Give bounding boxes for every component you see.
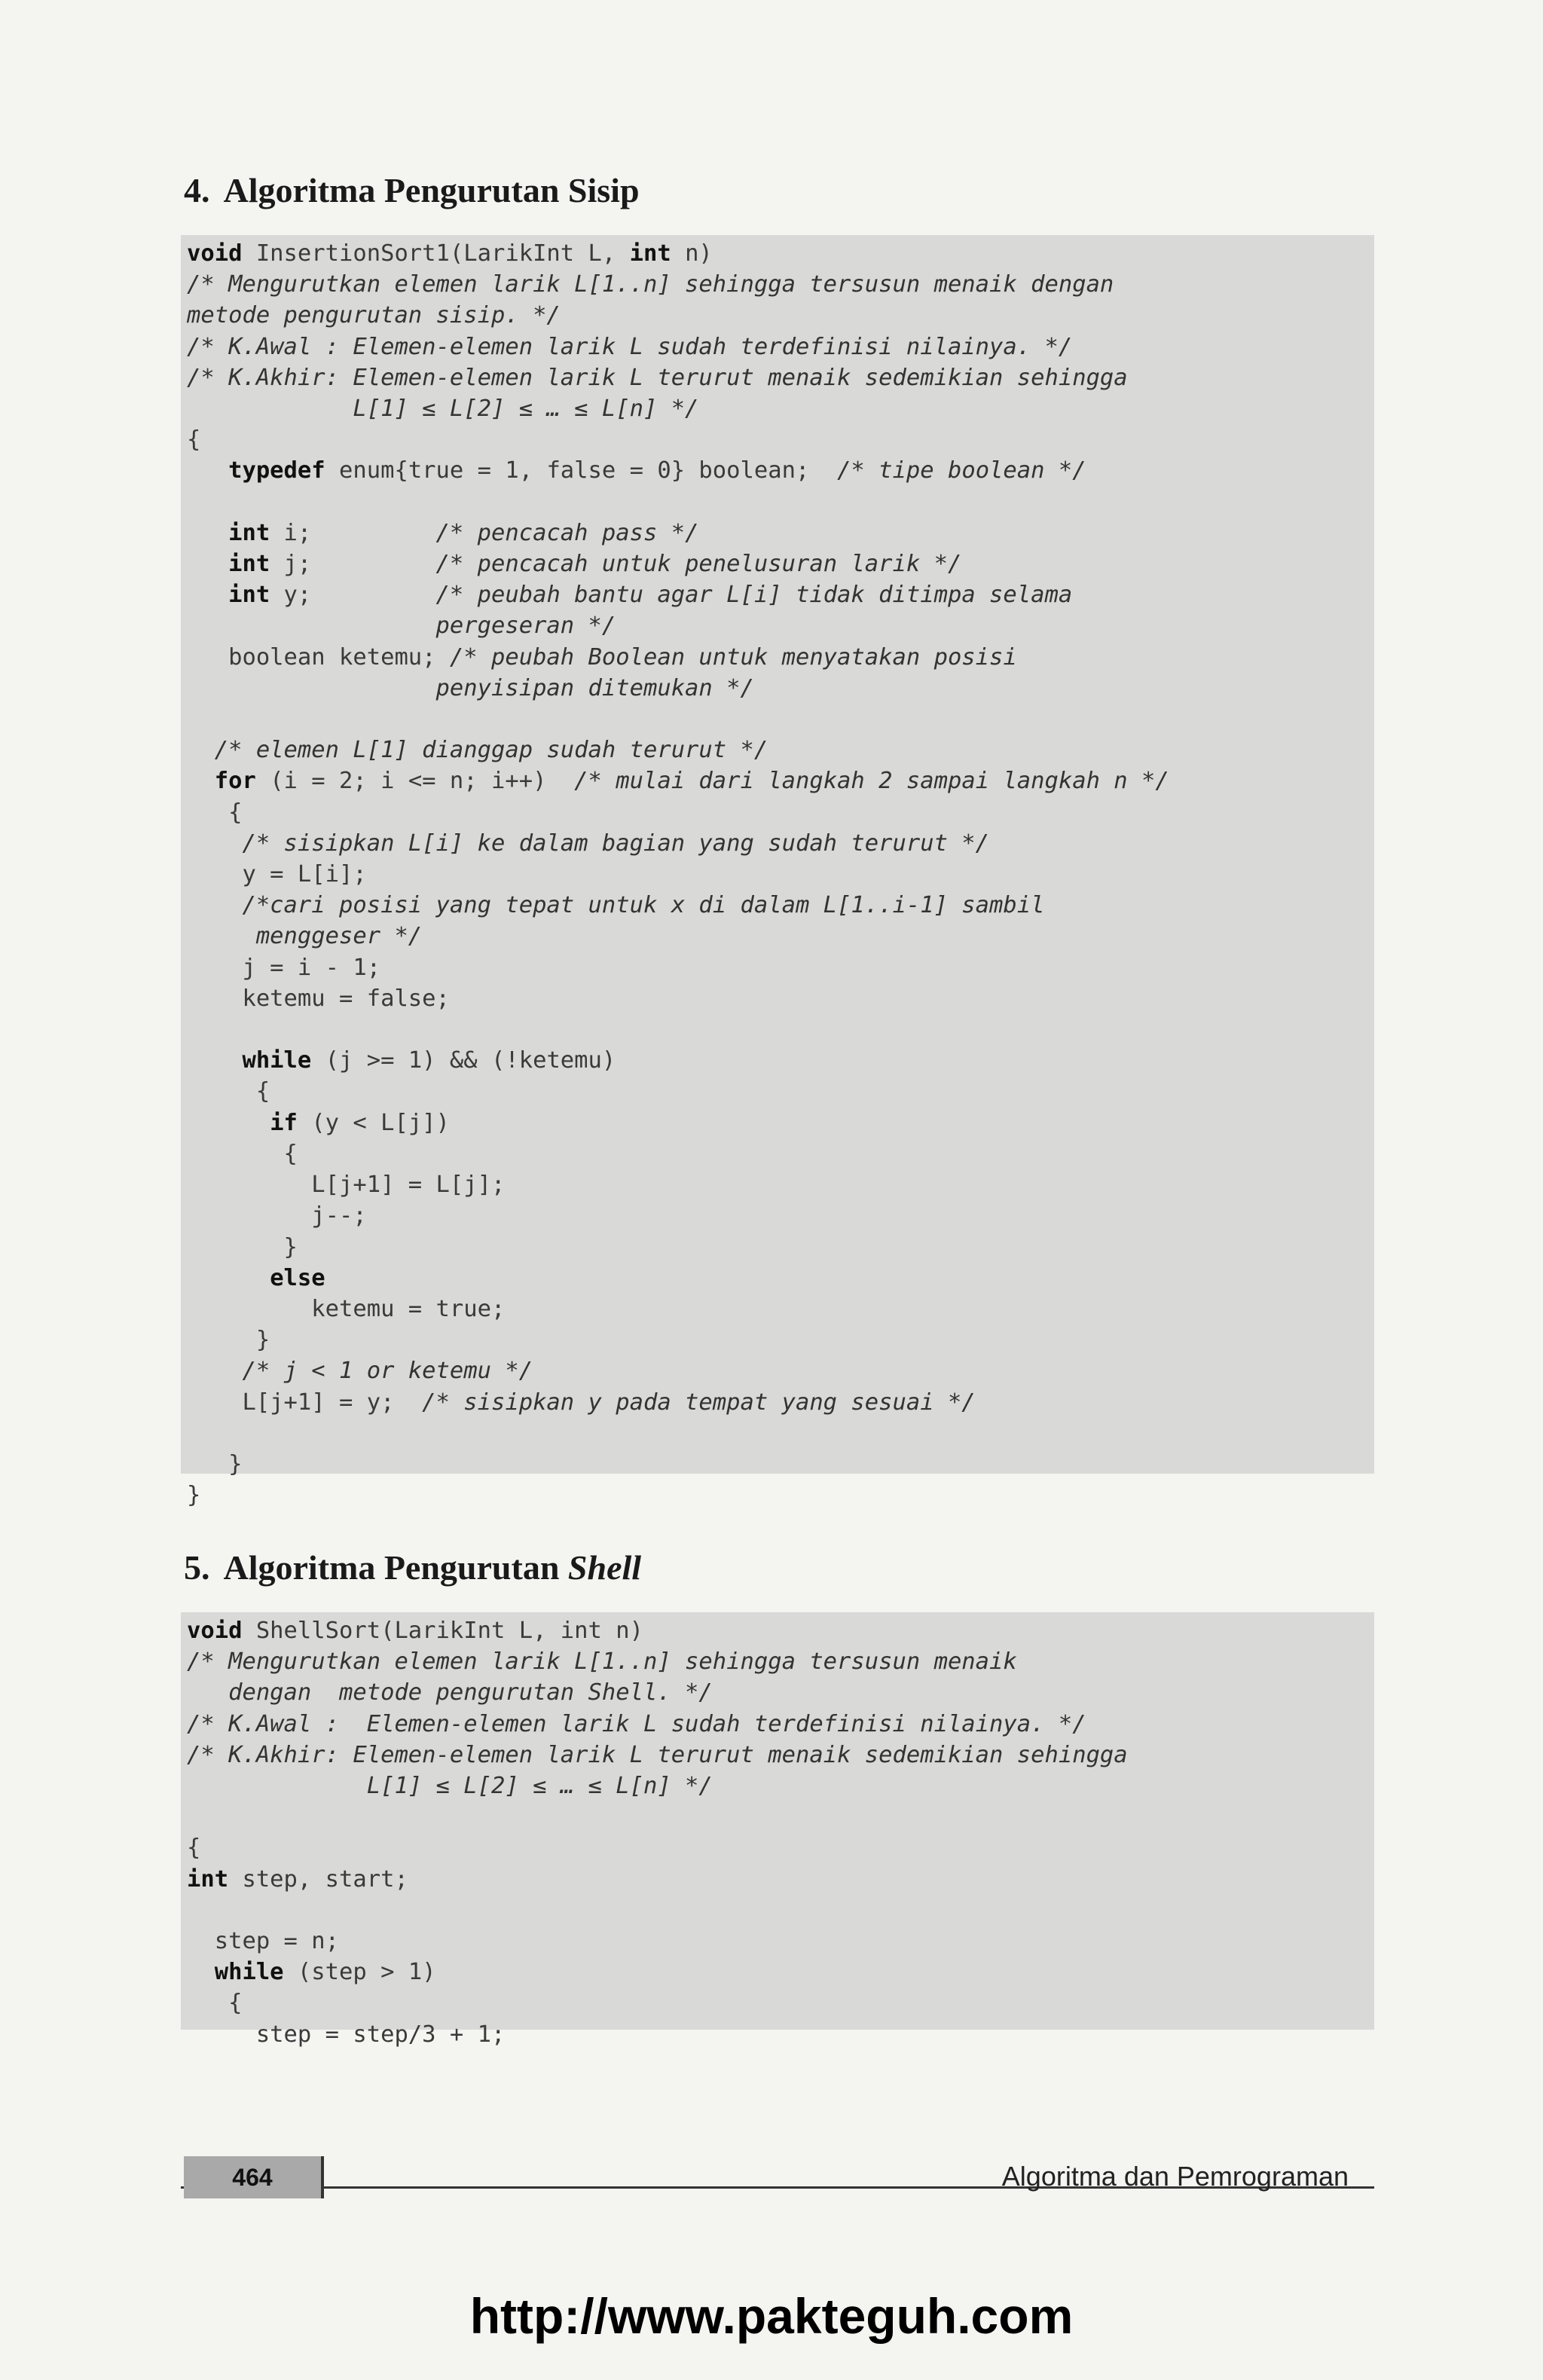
code-text [187, 737, 215, 763]
code-comment: /* Mengurutkan elemen larik L[1..n] sehingga tersusun menaik dengan [187, 271, 1114, 298]
code-keyword: int [228, 582, 270, 609]
code-text: L[j+1] = y; [187, 1389, 423, 1416]
code-text: ketemu = false; [187, 985, 450, 1012]
code-line [187, 1957, 1374, 1987]
code-line [187, 300, 1374, 331]
code-comment: dengan metode pengurutan Shell. */ [187, 1679, 713, 1706]
code-line [187, 238, 1374, 269]
code-text: (j >= 1) && (!ketemu) [311, 1047, 616, 1074]
code-text [187, 1265, 270, 1291]
code-text [187, 1047, 242, 1074]
code-line [187, 983, 1374, 1014]
code-comment: /* sisipkan L[i] ke dalam bagian yang sudah terurut */ [242, 829, 990, 857]
code-line [187, 921, 1374, 952]
code-keyword: while [214, 1959, 284, 1986]
code-line [187, 1076, 1374, 1107]
code-line [187, 269, 1374, 300]
code-comment: /*cari posisi yang tepat untuk x di dalam L[1..i-1] sambil [242, 892, 1045, 919]
code-text: } [187, 1482, 201, 1509]
code-text: InsertionSort1(LarikInt L, [242, 240, 630, 267]
code-comment: pergeseran */ [187, 613, 616, 640]
code-line [187, 952, 1374, 983]
code-text: { [187, 1835, 201, 1862]
code-line [187, 642, 1374, 673]
code-comment: /* elemen L[1] dianggap sudah terurut */ [214, 737, 768, 764]
code-line [187, 1646, 1374, 1677]
code-line [187, 518, 1374, 548]
code-line [187, 610, 1374, 641]
code-keyword: int [629, 240, 671, 267]
insertion-sort-code [187, 238, 1374, 1511]
code-comment: /* Mengurutkan elemen larik L[1..n] sehingga tersusun menaik [187, 1648, 1017, 1676]
code-line [187, 890, 1374, 921]
code-line [187, 1014, 1374, 1045]
code-line [187, 1801, 1374, 1832]
page-number: 464 [184, 2156, 324, 2198]
shell-sort-code [187, 1615, 1374, 2050]
code-text: { [187, 799, 243, 826]
code-text: L[j+1] = L[j]; [187, 1172, 506, 1199]
code-line [187, 362, 1374, 393]
code-keyword: void [187, 1618, 243, 1644]
code-line [187, 828, 1374, 859]
code-line [187, 1677, 1374, 1708]
code-keyword: void [187, 240, 243, 267]
code-line [187, 1895, 1374, 1926]
code-comment: /* peubah Boolean untuk menyatakan posisi [449, 643, 1017, 671]
code-text [187, 520, 228, 546]
code-line [187, 548, 1374, 579]
code-text: j; [270, 551, 436, 578]
code-text: step = step/3 + 1; [187, 2021, 506, 2048]
code-line [187, 1108, 1374, 1138]
code-line [187, 1987, 1374, 2018]
code-keyword: int [228, 519, 270, 546]
code-line [187, 1200, 1374, 1231]
code-comment: penyisipan ditemukan */ [187, 674, 754, 701]
code-comment: /* peubah bantu agar L[i] tidak ditimpa selama [435, 582, 1073, 609]
code-comment: metode pengurutan sisip. */ [187, 302, 561, 329]
code-comment: /* K.Awal : Elemen-elemen larik L sudah terdefinisi nilainya. */ [187, 333, 1073, 360]
code-text: step = n; [187, 1928, 339, 1955]
code-comment: L[1] ≤ L[2] ≤ … ≤ L[n] */ [187, 1773, 713, 1800]
code-text: j = i - 1; [187, 954, 381, 981]
code-keyword: typedef [228, 457, 325, 484]
code-line [187, 1045, 1374, 1076]
code-line [187, 1355, 1374, 1386]
code-text: } [187, 1327, 270, 1354]
code-comment: /* tipe boolean */ [837, 457, 1086, 484]
code-text: (i = 2; i <= n; i++) [255, 768, 575, 795]
code-comment: L[1] ≤ L[2] ≤ … ≤ L[n] */ [187, 396, 699, 423]
code-comment: /* K.Akhir: Elemen-elemen larik L terurut menaik sedemikian sehingga [187, 364, 1128, 391]
code-text: y; [270, 582, 436, 609]
code-line [187, 765, 1374, 796]
code-line [187, 1480, 1374, 1511]
code-line [187, 1418, 1374, 1449]
code-comment: /* pencacah untuk penelusuran larik */ [435, 551, 962, 578]
code-line [187, 1864, 1374, 1895]
code-text: n) [671, 240, 713, 267]
code-text [187, 892, 242, 918]
code-comment: /* mulai dari langkah 2 sampai langkah n */ [574, 768, 1169, 795]
code-text: { [187, 426, 201, 454]
code-text [187, 1959, 215, 1985]
code-line [187, 673, 1374, 704]
code-keyword: int [187, 1865, 229, 1893]
code-text: ShellSort(LarikInt L, int n) [242, 1618, 643, 1644]
section-4-number: 4. [184, 171, 210, 209]
code-line [187, 1615, 1374, 1646]
code-text [187, 1358, 242, 1384]
code-text: j--; [187, 1202, 367, 1230]
code-line [187, 393, 1374, 424]
code-text [187, 457, 228, 484]
section-5-title-italic: Shell [567, 1548, 642, 1587]
code-line [187, 487, 1374, 518]
code-line [187, 1232, 1374, 1263]
code-text [187, 582, 228, 608]
code-line [187, 455, 1374, 486]
section-5-heading [184, 1547, 641, 1587]
code-text: } [187, 1233, 298, 1260]
code-line [187, 704, 1374, 735]
code-line [187, 1926, 1374, 1957]
section-4-title: Algoritma Pengurutan Sisip [223, 171, 640, 209]
code-line [187, 1832, 1374, 1863]
code-text: { [187, 1078, 270, 1105]
section-5-title: Algoritma Pengurutan [223, 1548, 568, 1587]
code-text: { [187, 1990, 243, 2017]
code-line [187, 1449, 1374, 1480]
insertion-sort-code-block [181, 235, 1374, 1509]
code-line [187, 1324, 1374, 1355]
code-text: enum{true = 1, false = 0} boolean; [325, 457, 838, 484]
code-text: step, start; [228, 1865, 408, 1893]
code-line [187, 331, 1374, 362]
code-line [187, 424, 1374, 455]
code-comment: /* pencacah pass */ [435, 519, 699, 546]
code-text: { [187, 1140, 298, 1167]
code-line [187, 1294, 1374, 1324]
code-line [187, 1770, 1374, 1801]
code-line [187, 1138, 1374, 1169]
code-line [187, 797, 1374, 828]
code-line [187, 859, 1374, 890]
code-comment: /* K.Awal : Elemen-elemen larik L sudah terdefinisi nilainya. */ [187, 1710, 1086, 1737]
code-keyword: else [270, 1264, 325, 1291]
website-url: http://www.pakteguh.com [469, 2288, 1074, 2344]
shell-sort-code-block [181, 1612, 1374, 2048]
code-text: boolean ketemu; [187, 643, 450, 671]
code-text [187, 830, 242, 857]
code-keyword: for [214, 768, 256, 795]
code-text [187, 551, 228, 577]
code-text: i; [270, 519, 436, 546]
code-comment: /* sisipkan y pada tempat yang sesuai */ [422, 1389, 976, 1416]
code-comment: menggeser */ [187, 923, 423, 950]
code-text: } [187, 1450, 243, 1477]
code-keyword: while [242, 1047, 312, 1074]
code-line [187, 579, 1374, 610]
code-line [187, 1709, 1374, 1740]
section-4-heading [184, 170, 640, 210]
code-text: (step > 1) [283, 1959, 436, 1986]
code-text: ketemu = true; [187, 1295, 506, 1322]
book-title: Algoritma dan Pemrograman [1001, 2161, 1349, 2192]
code-comment: /* K.Akhir: Elemen-elemen larik L terurut menaik sedemikian sehingga [187, 1741, 1128, 1768]
code-line [187, 1740, 1374, 1770]
code-line [187, 735, 1374, 765]
code-text [187, 768, 215, 794]
code-comment: /* j < 1 or ketemu */ [242, 1358, 533, 1385]
code-keyword: int [228, 551, 270, 578]
section-5-number: 5. [184, 1548, 210, 1587]
code-text: y = L[i]; [187, 861, 367, 888]
code-line [187, 1263, 1374, 1294]
code-line [187, 2019, 1374, 2050]
code-text: (y < L[j]) [297, 1109, 450, 1136]
code-line [187, 1387, 1374, 1418]
code-keyword: if [270, 1109, 298, 1136]
code-text [187, 1110, 270, 1136]
code-line [187, 1169, 1374, 1200]
